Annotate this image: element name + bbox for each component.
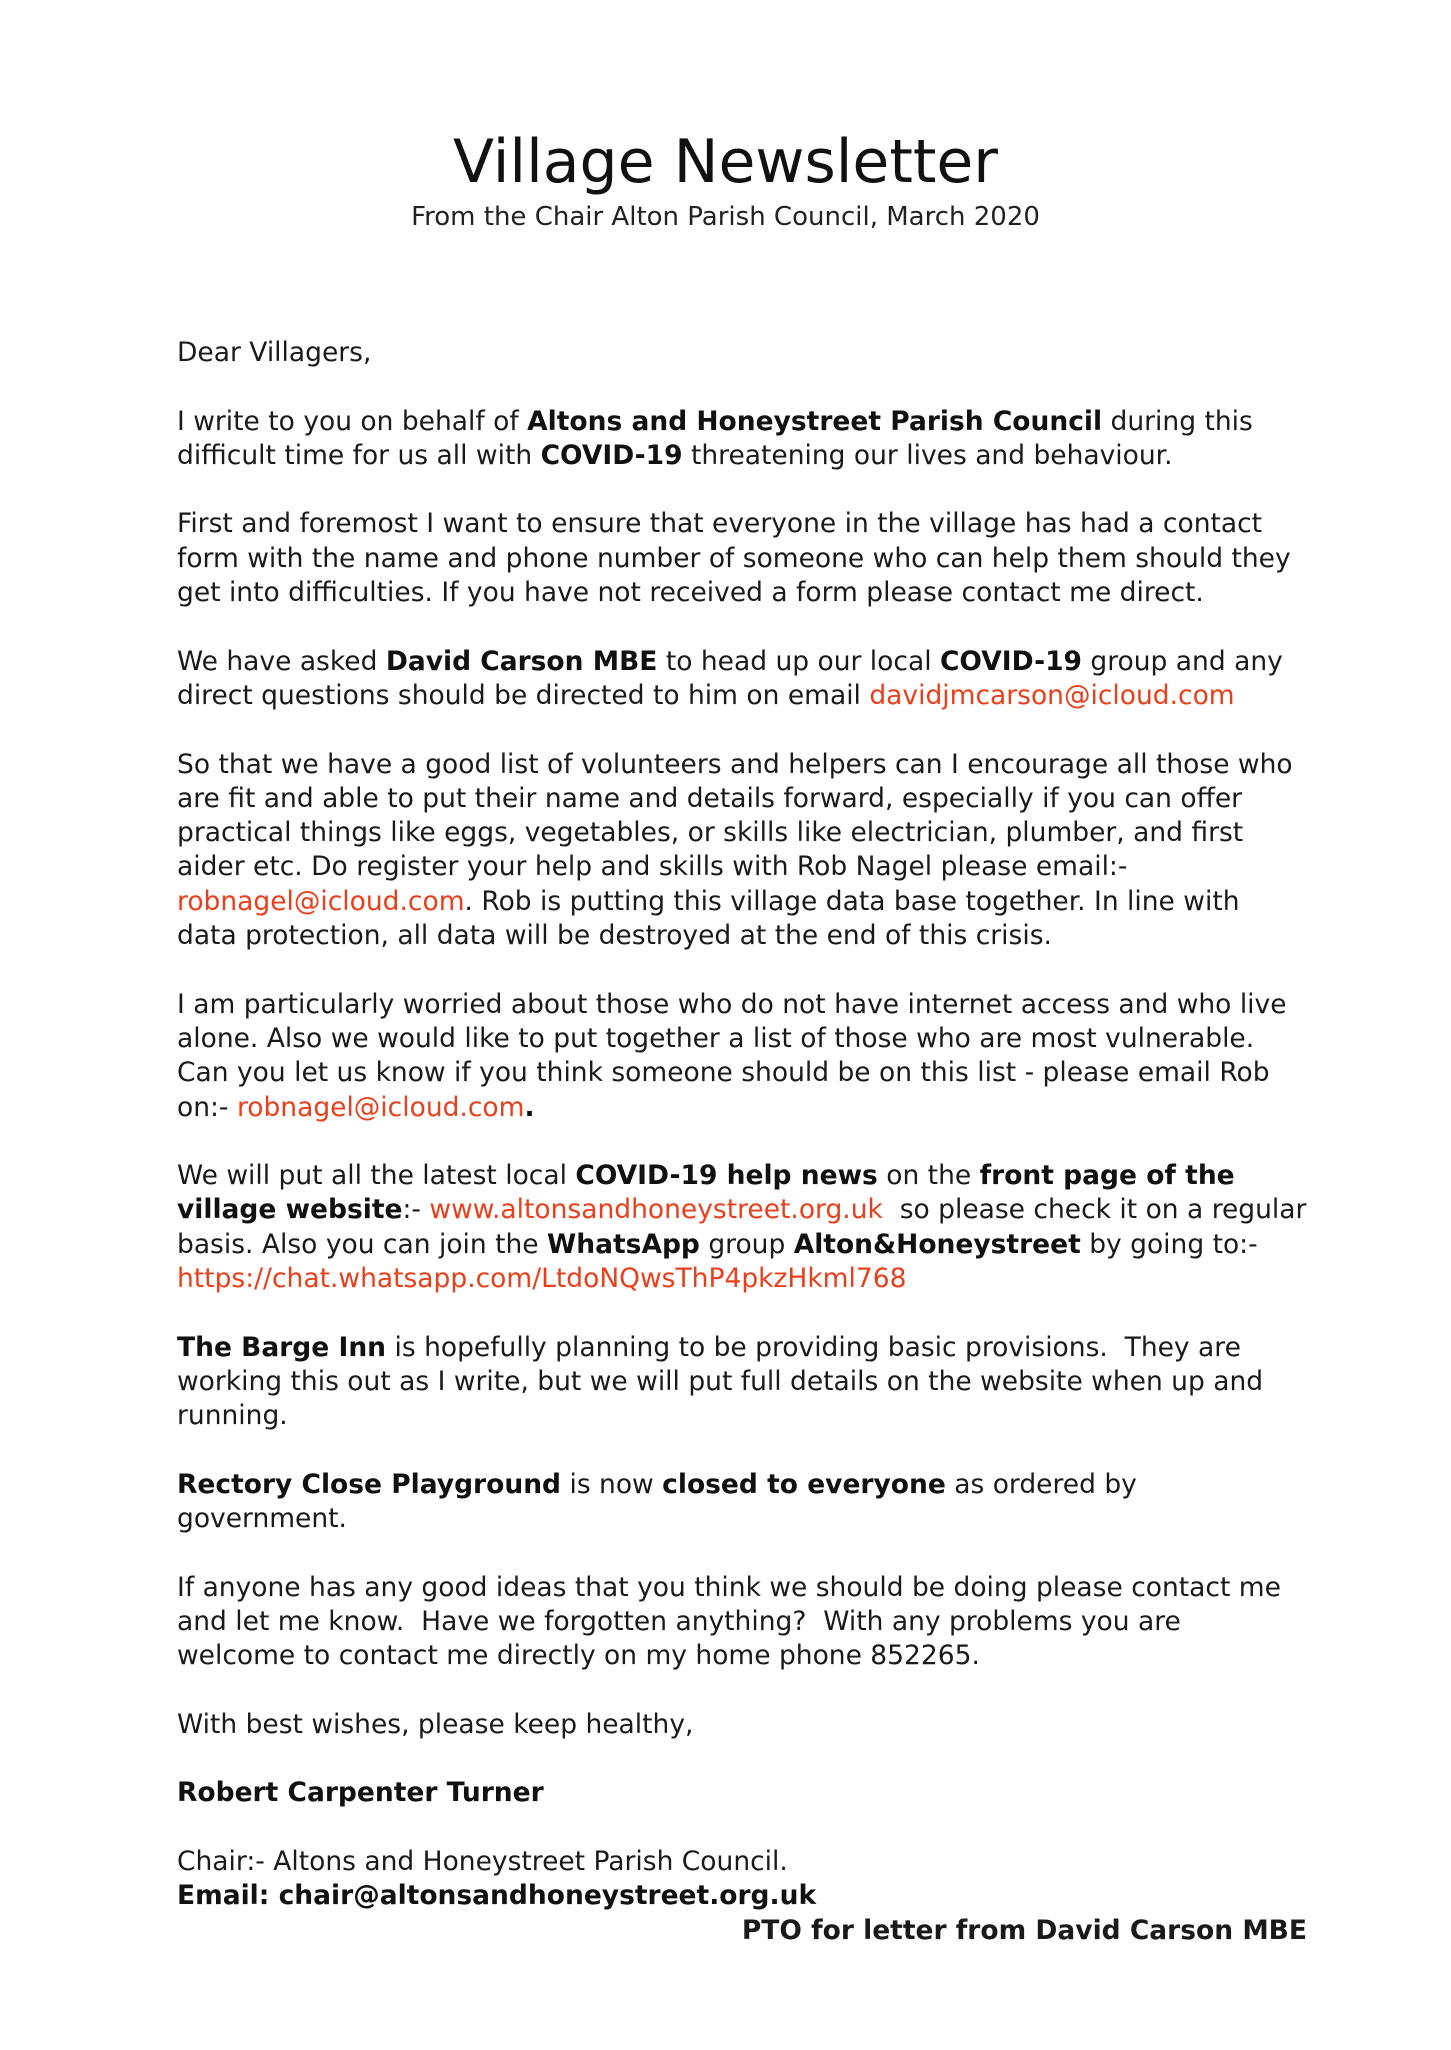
parish-council-name: Altons and Honeystreet Parish Council bbox=[527, 405, 1103, 437]
david-email-link[interactable]: davidjmcarson@icloud.com bbox=[869, 679, 1235, 711]
period: . bbox=[524, 1091, 535, 1123]
text: is hopefully planning to be providing basic provisions. They are working this out as I write, but we will put full details on the website when up and running. bbox=[177, 1331, 1272, 1432]
website-link[interactable]: www.altonsandhoneystreet.org.uk bbox=[429, 1194, 883, 1226]
page-subtitle: From the Chair Alton Parish Council, March 2020 bbox=[411, 202, 1040, 232]
text: as ordered by government. bbox=[177, 1468, 1137, 1535]
text: We will put all the latest local bbox=[177, 1160, 576, 1192]
covid-label: COVID-19 bbox=[939, 645, 1082, 677]
text: group and any direct questions should be directed to him on email bbox=[177, 645, 1283, 711]
rob-email-link[interactable]: robnagel@icloud.com bbox=[177, 885, 465, 917]
david-carson-name: David Carson MBE bbox=[385, 645, 658, 677]
whatsapp-link[interactable]: https://chat.whatsapp.com/LtdoNQwsThP4pkzHkml768 bbox=[177, 1263, 907, 1295]
help-news-label: COVID-19 help news bbox=[575, 1160, 878, 1192]
text: by going to:- bbox=[1080, 1228, 1258, 1260]
text: during this difficult time for us all with bbox=[177, 405, 1253, 471]
closing: With best wishes, please keep healthy, bbox=[177, 1708, 694, 1740]
paragraph-volunteers bbox=[177, 748, 1307, 954]
text: group bbox=[699, 1228, 794, 1260]
paragraph-ideas: If anyone has any good ideas that you think we should be doing please contact me and let me know. Have we forgotten anything? With any problems you are welcome to contact me directly on my home phone 852265. bbox=[177, 1571, 1290, 1672]
covid-label: COVID-19 bbox=[540, 439, 683, 471]
text: We have asked bbox=[177, 645, 386, 677]
paragraph-playground bbox=[177, 1468, 1307, 1537]
role-line: Chair:- Altons and Honeystreet Parish Council. bbox=[177, 1846, 788, 1878]
text: . Rob is putting this village data base together. In line with data protection, all data will be destroyed at the end of this crisis. bbox=[177, 885, 1240, 952]
text: I am particularly worried about those who do not have internet access and who live alone. Also we would like to put together a list of those who are most vulnerable. Can you let us know if you think someone should be on this list - please email Rob on:- bbox=[177, 988, 1287, 1123]
signature-name: Robert Carpenter Turner bbox=[177, 1777, 544, 1809]
paragraph-website bbox=[177, 1159, 1315, 1296]
website-front-page-label: front page of the village website bbox=[177, 1160, 1235, 1226]
paragraph-contact-form: First and foremost I want to ensure that everyone in the village has had a contact form with the name and phone number of someone who can help them should they get into difficulties. If you have not received a form please contact me direct. bbox=[177, 508, 1291, 609]
email-line bbox=[177, 1879, 1307, 1913]
rob-email-link[interactable]: robnagel@icloud.com bbox=[236, 1091, 525, 1123]
paragraph-barge-inn bbox=[177, 1331, 1307, 1434]
signature bbox=[177, 1776, 1307, 1810]
paragraph-vulnerable bbox=[177, 988, 1307, 1125]
greeting: Dear Villagers, bbox=[177, 337, 372, 368]
text: is now bbox=[561, 1468, 663, 1500]
text: So that we have a good list of volunteers and helpers can I encourage all those who are fit and able to put their name and details forward, especially if you can offer practical things like eggs, vegetables, or skills like electrician, plumber, and first aider etc. Do register your help and skills with Rob Nagel please email:- bbox=[177, 748, 1293, 883]
text: to head up our local bbox=[657, 645, 940, 677]
text: threatening our lives and behaviour. bbox=[682, 439, 1173, 471]
barge-inn-name: The Barge Inn bbox=[177, 1331, 387, 1363]
text: :- bbox=[402, 1194, 430, 1226]
text: so please check it on a regular basis. Also you can join the bbox=[177, 1194, 1315, 1260]
paragraph-david-carson bbox=[177, 645, 1307, 714]
paragraph-intro bbox=[177, 405, 1307, 474]
chair-email: Email: chair@altonsandhoneystreet.org.uk bbox=[177, 1880, 817, 1912]
playground-name: Rectory Close Playground bbox=[177, 1468, 562, 1500]
page-title: Village Newsletter bbox=[453, 127, 998, 197]
text: on the bbox=[877, 1160, 980, 1192]
letter-body bbox=[177, 336, 1315, 1982]
whatsapp-group-name: Alton&Honeystreet bbox=[793, 1228, 1081, 1260]
whatsapp-label: WhatsApp bbox=[547, 1228, 700, 1260]
closed-label: closed to everyone bbox=[662, 1468, 946, 1500]
pto-note: PTO for letter from David Carson MBE bbox=[741, 1914, 1307, 1946]
text: I write to you on behalf of bbox=[177, 405, 528, 437]
